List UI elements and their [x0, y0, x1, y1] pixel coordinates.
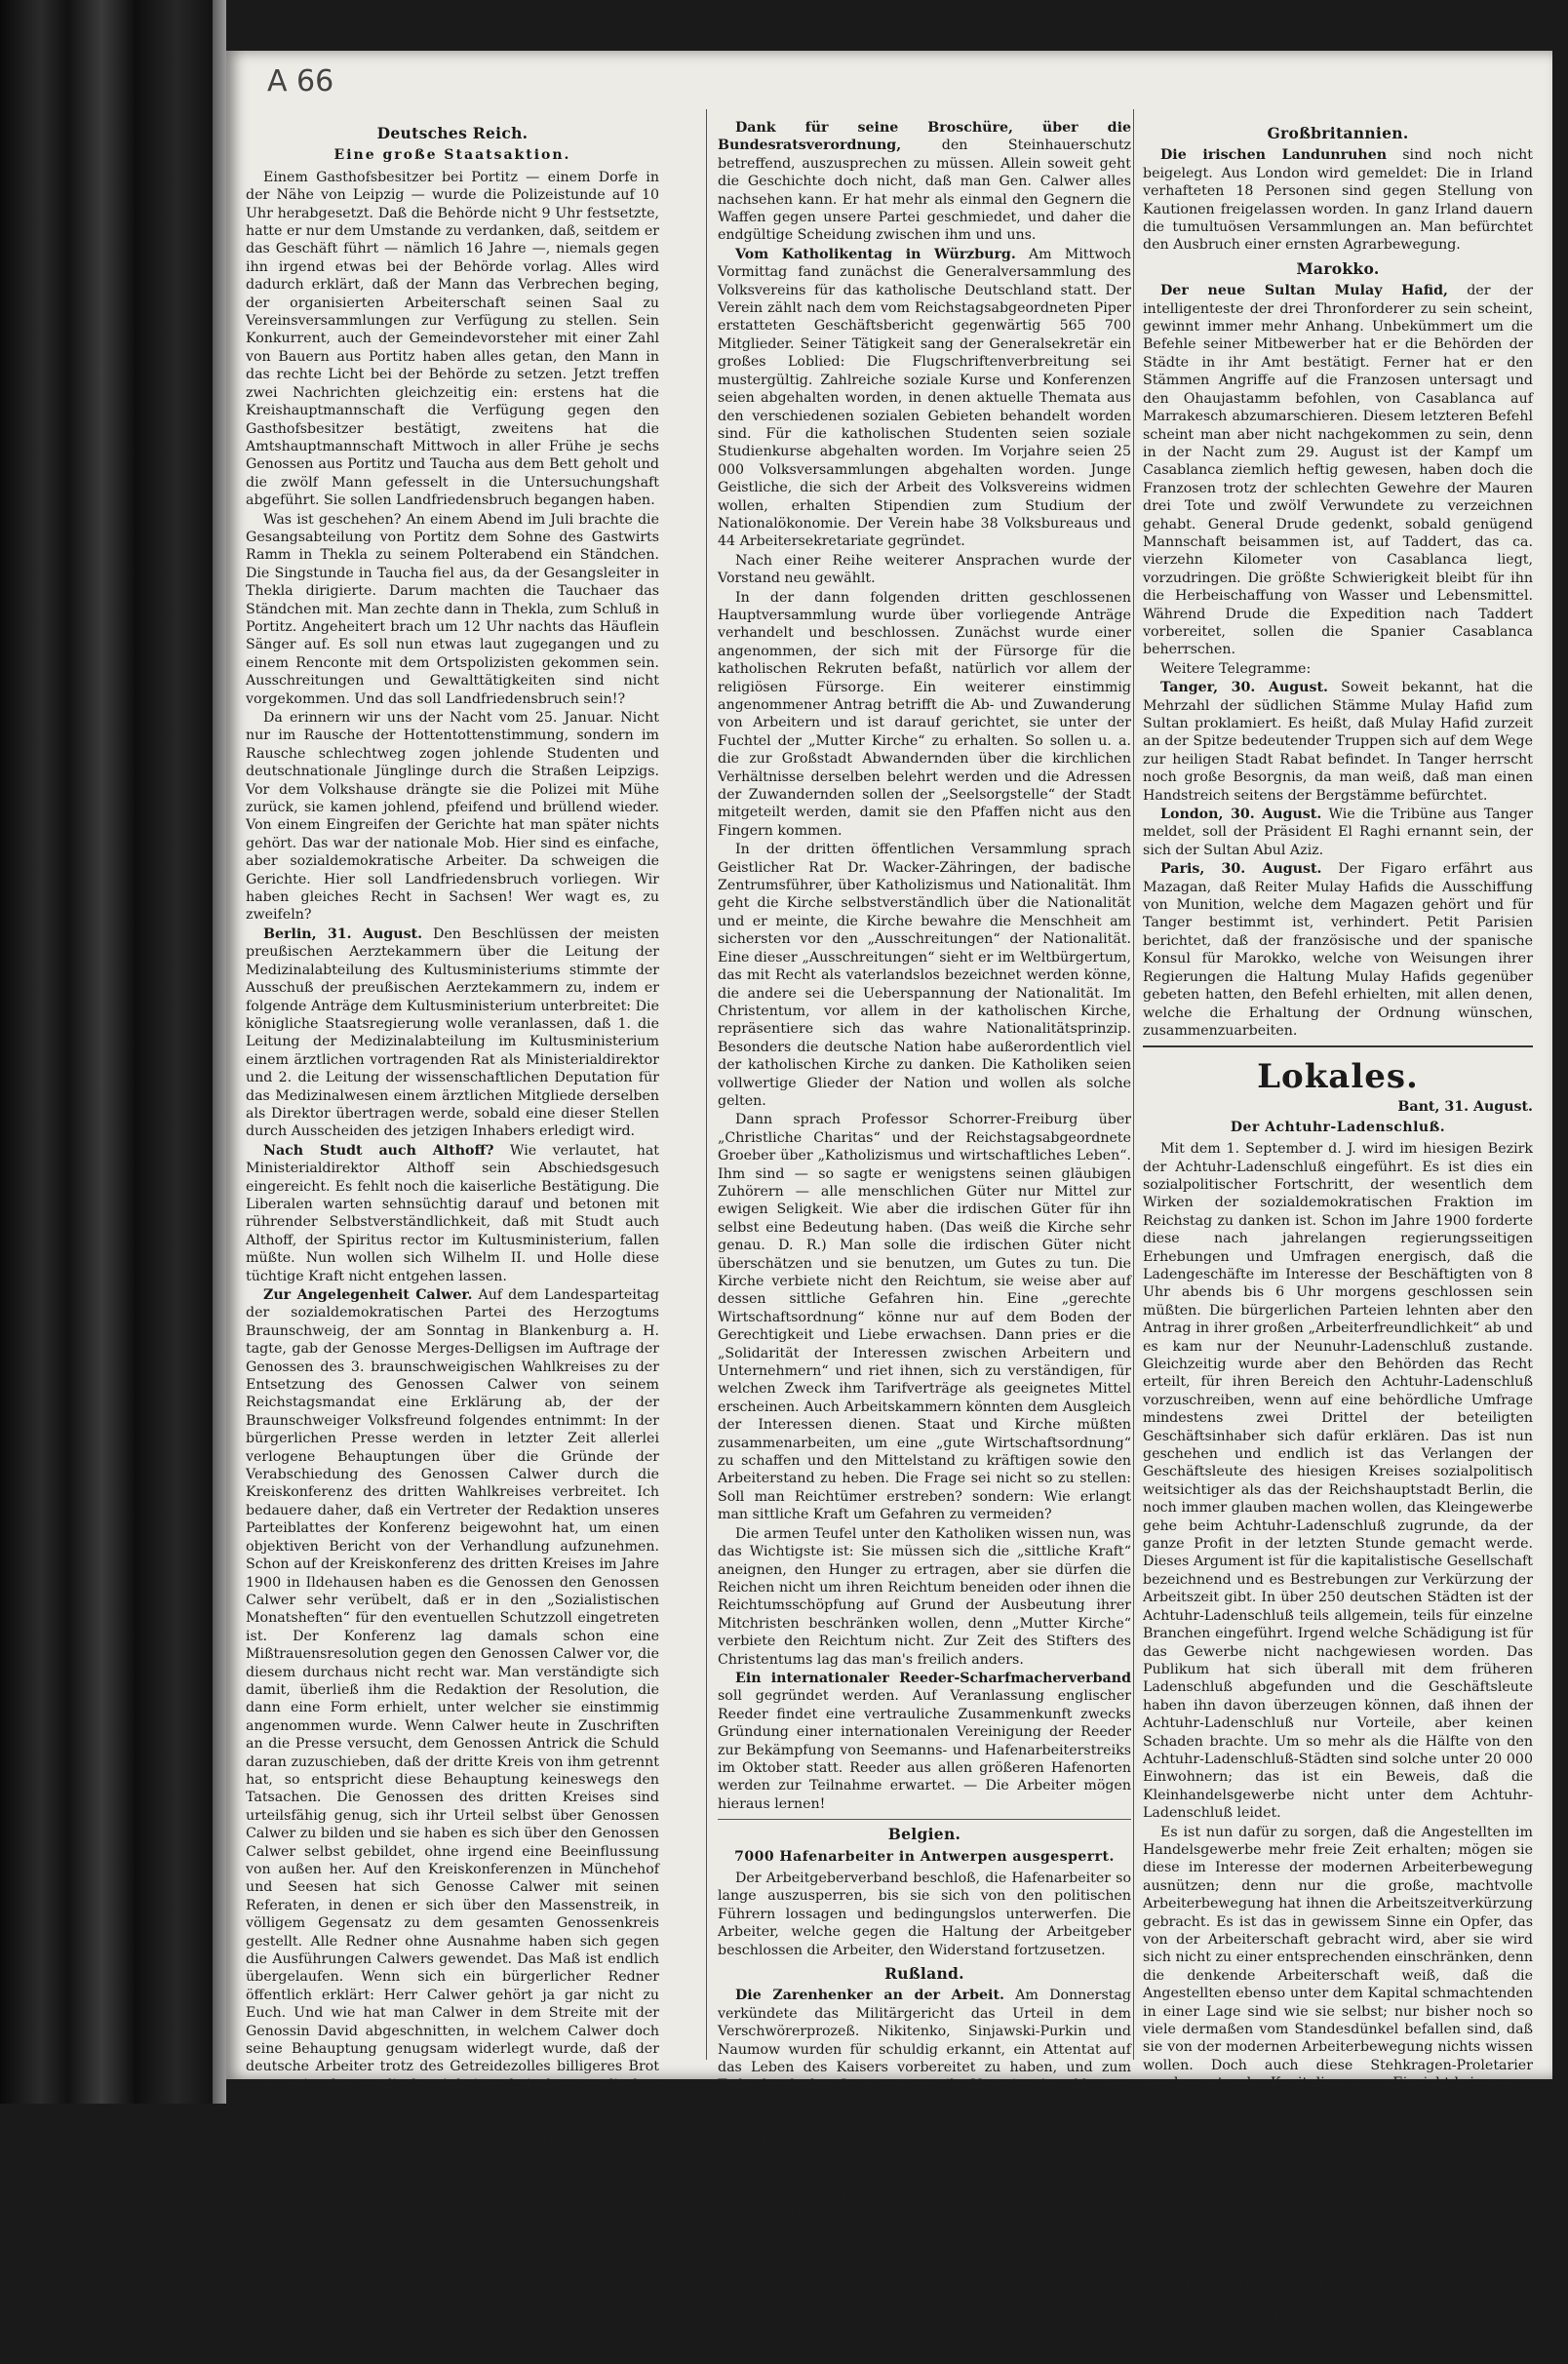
section-heading: Großbritannien.	[1267, 124, 1409, 142]
paragraph	[246, 169, 659, 510]
paragraph-text: den Steinhauerschutz betreffend, auszusprechen zu müssen. Allein soweit geht die Geschichte doch nicht, daß man Gen. Calwer alles nachsehen kann. Er hat mehr als einmal den Gegnern die Waffen gegen unsere Partei geschmiedet, und daher die endgültige Scheidung zwischen ihm und uns.	[718, 138, 1131, 244]
paragraph	[1143, 2094, 1533, 2273]
article-heading: Eine große Staatsaktion.	[333, 147, 571, 164]
paragraph-lead: Simplizissimusabend.	[1160, 2274, 1329, 2291]
paragraph-text: der der intelligenteste der drei Thronforderer zu sein scheint, gewinnt immer mehr Anhang. Unbekümmert um die Befehle seiner Mitbewerber hat er die Behörden der Städte in ihr Amt bestätigt. Ferner hat er den Stämmen Angriffe auf die Franzosen untersagt und den Ohaujastamm befohlen, von Casablanca auf Marrakesch abzumarschieren. Diesem letzteren Befehl scheint man aber nicht nachgekommen zu sein, denn in der Nacht zum 29. August ist der Kampf um Casablanca ziemlich heftig gewesen, haben doch die Franzosen trotz der schlechten Gewehre der Mauren drei Tote und zwölf Verwundete zu verzeichnen gehabt. General Drude gedenkt, sobald genügend Mannschaft beisammen ist, auf Taddert, das ca. vierzehn Kilometer von Casablanca liegt, vorzudringen. Die größte Schwierigkeit bleibt für ihn die Herbeischaffung von Wasser und Lebensmittel. Während Drude die Expedition nach Taddert vorbereitet, sollen die Spanier Casablanca beherrschen.	[1143, 283, 1534, 658]
paragraph-lead: Ein internationaler Reeder-Scharfmacherverband	[735, 1670, 1131, 1686]
paragraph-text: Einem Gasthofsbesitzer bei Portitz — einem Dorfe in der Nähe von Leipzig — wurde die Polizeistunde auf 10 Uhr herabgesetzt. Daß die Behörde nicht 9 Uhr festsetzte, hatte er nur dem Umstande zu verdanken, daß, seitdem er das Geschäft führt — nämlich 16 Jahre —, niemals gegen ihn irgend etwas bei der Behörde vorlag. Alles wird dadurch erklärt, daß der Mann das Verbrechen beging, der organisierten Arbeiterschaft seinen Saal zu Vereinsversammlungen zur Verfügung zu stellen. Sein Konkurrent, auch der Gemeindevorsteher mit einer Zahl von Bauern aus Portitz haben alles getan, den Mann in das rechte Licht bei der Behörde zu setzen. Jetzt treffen zwei Nachrichten gleichzeitig ein: erstens hat die Kreishauptmannschaft die Verfügung gegen den Gasthofsbesitzer bestätigt, zweitens hat die Amtshauptmannschaft Mittwoch in aller Frühe je sechs Genossen aus Portitz und Taucha aus dem Bett geholt und die zwölf Mann gefesselt in die Untersuchungshaft abgeführt. Sie sollen Landfriedensbruch begangen haben.	[246, 169, 659, 509]
paragraph	[1143, 660, 1533, 678]
col3-gb-paragraphs	[1143, 146, 1533, 254]
paragraph-text: Dann sprach Professor Schorrer-Freiburg über „Christliche Charitas“ und der Reichstagsabgeordnete Groeber über „Katholizismus und wirtschaftliches Leben“. Ihm sind — so sagte er wenigstens seinen gläubigen Zuhörern — alle menschlichen Güter nur Mittel zur ewigen Seligkeit. Wie aber die irdischen Güter für ihn selbst eine Bedeutung haben. (Das weiß die Kirche sehr genau. D. R.) Man solle die irdischen Güter nicht überschätzen und sie benutzen, um Gutes zu tun. Die Kirche verbiete nicht den Reichtum, sie weise aber auf dessen sittliche Gefahren hin. Eine „gerechte Wirtschaftsordnung“ könne nur auf dem Boden der Gerechtigkeit und Liebe erwachsen. Dann pries er die „Solidarität der Interessen zwischen Arbeitern und Unternehmern“ und riet ihnen, sich zu verständigen, für welchen Zweck ihm Tarifverträge als geeignetes Mittel erscheinen. Auch Arbeitskammern könnten dem Ausgleich der Interessen dienen. Staat und Kirche müßten zusammenarbeiten, um eine „gute Wirtschaftsordnung“ zu schaffen und den Mittelstand zu kräftigen sowie den Arbeiterstand zu heben. Die Frage sei nicht so zu stellen: Soll man Reichtümer erstreben? sondern: Wie erlangt man sittliche Kraft um Gefahren zu vermeiden?	[718, 1112, 1131, 1523]
paragraph: Der Arbeitgeberverband beschloß, die Hafenarbeiter so lange auszusperren, bis sie sich von den politischen Führern lossagen und bedingungslos unterwerfen. Die Arbeiter, welche gegen die Haltung der Arbeitgeber beschlossen die Arbeiter, den Widerstand fortzusetzen.	[718, 1871, 1131, 1958]
column-1	[246, 119, 660, 2165]
paragraph-lead: Der neue Sultan Mulay Hafid,	[1160, 283, 1448, 299]
paragraph-text: Die armen Teufel unter den Katholiken wissen nun, was das Wichtigste ist: Sie müssen sich die „sittliche Kraft“ aneignen, den Hunger zu ertragen, aber sie dürfen die Reichen nicht um ihren Reichtum beneiden oder ihnen die Reichtumsschöpfung auf Grund der Ausbeutung ihrer Mitchristen beschränken wollen, denn „Mutter Kirche“ verbiete den Reichtum nicht. Zur Zeit des Stifters des Christentums lag das man's freilich anders.	[718, 1525, 1131, 1668]
paragraph	[246, 926, 659, 1141]
paragraph-text: Es ist nun dafür zu sorgen, daß die Angestellten im Handelsgewerbe mehr freie Zeit erhalten; mögen sie diese im Interesse der modernen Arbeiterbewegung ausnützen; denn nur die große, machtvolle Arbeiterbewegung hat ihnen die Arbeitszeitverkürzung gebracht. Es ist das in gewissem Sinne ein Opfer, das von der Arbeiterschaft gebracht wird, aber sie wird sich nicht zu einer entsprechenden einschränken, denn die denkende Arbeiterschaft weiß, daß die Angestellten ebenso unter dem Kapital schmachtenden in einer Lage sind wie sie selbst; nur bisher noch so viele dermaßen vom Standesdünkel befallen sind, daß sie von der modernen Arbeiterbewegung nichts wissen wollen. Doch auch diese Stehkragen-Proletarier werden unter der Kapitalismus zur Einsicht bringen.	[1143, 1824, 1533, 2092]
archive-mark: A 66	[267, 64, 334, 98]
dateline: Bant, 31. August.	[1397, 1099, 1533, 1116]
paragraph-text: Was ist geschehen? An einem Abend im Juli brachte die Gesangsabteilung von Portitz dem Sohne des Gastwirts Ramm in Thekla zu seinem Polterabend ein Ständchen. Die Singstunde in Taucha fiel aus, da der Gesangsleiter in Thekla dirigierte. Darum machten die Tauchaer das Ständchen mit. Man zechte dann in Thekla, zum Schluß in Portitz. Angeheitert brach um 12 Uhr nachts das Häuflein Sänger auf. Es soll nun etwas laut zugegangen und zu einem Renconte mit dem Ortspolizisten gekommen sein. Ausschreitungen und Gewalttätigkeiten sind nicht vorgekommen. Und das soll Landfriedensbruch sein!?	[246, 511, 659, 707]
paragraph-text: Weitere Telegramme:	[1160, 660, 1312, 677]
paragraph-text: Der Figaro erfährt aus Mazagan, daß Reiter Mulay Hafids die Ausschiffung von Munition, welche dem Magazen gehört und für Tanger bestimmt ist, verhindert. Petit Parisien berichtet, daß der französische und der spanische Konsul für Marokko, welche von Weisungen ihrer Regierungen die Haltung Mulay Hafids gegenüber gebeten hatten, den Befehl erhielten, mit allen denen, welche die Erhaltung der Ordnung wünschen, zusammenzuarbeiten.	[1143, 861, 1533, 1039]
paragraph	[718, 589, 1131, 841]
paragraph-lead: Die irischen Landunruhen	[1160, 147, 1388, 164]
paragraph	[246, 511, 659, 708]
column-2	[718, 119, 1131, 2256]
paragraph	[718, 1670, 1131, 1813]
col3-ma-paragraphs	[1143, 282, 1533, 1040]
column-3	[1143, 119, 1534, 2363]
paragraph	[1143, 1140, 1533, 1822]
newspaper-page	[226, 51, 1552, 2363]
paragraph	[1143, 1824, 1533, 2093]
paragraph-lead: Paris, 30. August.	[1160, 861, 1322, 878]
col3-lokales-paragraphs	[1143, 1140, 1533, 2364]
column-rule	[706, 109, 707, 2060]
paragraph-lead: Zur Angelegenheit Calwer.	[263, 1287, 473, 1303]
paragraph-text: Am Mittwoch Vormittag fand zunächst die Generalversammlung des Volksvereins für das katholische Deutschland statt. Der Verein zählt nach dem vom Reichstagsabgeordneten Piper erstatteten Geschäftsbericht gegenwärtig 565 700 Mitglieder. Seiner Tätigkeit sang der Generalsekretär ein großes Loblied: Die Flugschriftenverbreitung sei mustergültig. Zahlreiche soziale Kurse und Konferenzen seien abgehalten worden, in denen aktuelle Themata aus den verschiedenen sozialen Gebieten behandelt worden sind. Für die katholischen Studenten seien soziale Studienkurse abgehalten worden. Im Vorjahre seien 25 000 Volksversammlungen abgehalten worden. Junge Geistliche, die sich der Arbeit des Volksvereins widmen wollen, erhalten Stipendien zum Studium der Nationalökonomie. Der Verein habe 38 Volksbureaus und 44 Arbeitersekretariate gegründet.	[718, 246, 1131, 550]
paragraph-text: soll gegründet werden. Auf Veranlassung englischer Reeder findet eine vertrauliche Zusammenkunft zwecks Gründung einer internationalen Vereinigung der Reeder zur Bekämpfung von Seemanns- und Hafenarbeiterstreiks im Oktober statt. Reeder aus allen größeren Hafenorten werden zur Teilnahme erwartet. — Die Arbeiter mögen hieraus lernen!	[718, 1688, 1131, 1812]
article-heading: Der Achtuhr-Ladenschluß.	[1230, 1119, 1446, 1135]
paragraph	[718, 841, 1131, 1110]
paragraph-text: In der dritten öffentlichen Versammlung sprach Geistlicher Rat Dr. Wacker-Zähringen, der badische Zentrumsführer, über Katholizismus und Nationalität. Ihm geht die Kirche selbstverständlich über die Nationalität und er meinte, die Kirche bewahre die Menschheit am sichersten vor den „Ausschreitungen“ der Nationalität. Eine dieser „Ausschreitungen“ sieht er im Weltbürgertum, das mit Recht als vaterlandslos bezeichnet werden könne, die andere sei die Ueberspannung der Nationalität. Im Christentum, vor allem in der katholischen Kirche, repräsentiere sich das wahre Nationalitätsprinzip. Besonders die deutsche Nation habe außerordentlich viel der katholischen Kirche zu danken. Die Katholiken seien vollwertige Glieder der Nation und wollen als solche gelten.	[718, 842, 1131, 1109]
paragraph-lead: Tanger, 30. August.	[1160, 680, 1328, 696]
paragraph	[1143, 679, 1533, 805]
paragraph-text: sind noch nicht beigelegt. Aus London wird gemeldet: Die in Irland verhafteten 18 Personen sind gegen Stellung von Kautionen freigelassen worden. In ganz Irland dauern die tumultuösen Versammlungen an. Man befürchtet den Ausbruch einer ernsten Agrarbewegung.	[1143, 147, 1533, 254]
paragraph-text: Da erinnern wir uns der Nacht vom 25. Januar. Nicht nur im Rausche der Hottentottenstimmung, sondern im Rausche schlechtweg zogen johlende Studenten und deutschnationale Jünglinge durch die Straßen Leipzigs. Vor dem Volkshause drängte sie die Polizei mit Mühe zurück, sie kamen johlend, pfeifend und brüllend wieder. Von einem Eingreifen der Gerichte hat man später nichts gehört. Das war der nationale Mob. Hier sind es einfache, aber sozialdemokratische Arbeiter. Da schweigen die Gerichte. Hier soll Landfriedensbruch vorliegen. Wir haben gleiches Recht in Sachsen! Wer wagt es, zu zweifeln?	[246, 710, 659, 924]
paragraph-text: Wie verlautet, hat Ministerialdirektor Althoff sein Abschiedsgesuch eingereicht. Es fehlt noch die kaiserliche Bestätigung. Die Liberalen warten sehnsüchtig darauf und betonen mit rührender Selbstverständlichkeit, daß mit Studt auch Althoff, der Spiritus rector im Kultusministerium, fallen müßte. Nun wollen sich Wilhelm II. und Holle diese tüchtige Kraft nicht entgehen lassen.	[246, 1142, 659, 1284]
paragraph	[1143, 146, 1533, 254]
paragraph	[718, 1111, 1131, 1523]
column-rule	[1133, 109, 1134, 2060]
paragraph-lead: Nach Studt auch Althoff?	[263, 1142, 494, 1159]
paragraph	[1143, 2274, 1533, 2364]
section-heading: Deutsches Reich.	[376, 124, 529, 142]
col2-paragraphs	[718, 119, 1131, 1813]
paragraph	[718, 552, 1131, 588]
paragraph	[1143, 860, 1533, 1040]
paragraph-text: Nach einer Reihe weiterer Ansprachen wurde der Vorstand neu gewählt.	[718, 552, 1131, 587]
paragraph-text: Mit dem 1. September d. J. wird im hiesigen Bezirk der Achtuhr-Ladenschluß eingeführt. Es ist dies ein sozialpolitischer Fortschritt, der wesentlich dem Wirken der sozialdemokratischen Fraktion im Reichstag zu danken ist. Schon im Jahre 1900 forderte diese nach jahrelangen regierungsseitigen Erhebungen und Umfragen energisch, daß die Ladengeschäfte im Interesse der Beschäftigten von 8 Uhr abends bis 6 Uhr morgens geschlossen sein müßten. Die bürgerlichen Parteien lehnten aber den Antrag in ihrer großen „Arbeiterfreundlichkeit“ ab und es kam nur der Neunuhr-Ladenschluß zustande. Gleichzeitig wurde aber den Behörden das Recht erteilt, für ihren Bereich den Achtuhr-Ladenschluß vorzuschreiben, wenn auf eine behördliche Umfrage mindestens zwei Drittel der beteiligten Geschäftsinhaber sich dafür erklären. Das ist nun geschehen und endlich ist das Verlangen der Geschäftsleute des hiesigen Kreises sozialpolitisch weitsichtiger als das der Reichshauptstadt Berlin, die noch immer glauben machen wollen, das Kleingewerbe gehe beim Achtuhr-Ladenschluß zugrunde, da der ganze Profit in der letzten Stunde gemacht werde. Dieses Argument ist für die kapitalistische Gesellschaft bezeichnend und es Bestrebungen zur Verkürzung der Arbeitszeit gibt. In über 250 deutschen Städten ist der Achtuhr-Ladenschluß teils allgemein, teils für einzelne Branchen eingeführt. Irgend welche Schädigung ist für das Gewerbe nicht nachgewiesen worden. Das Publikum hat sich überall mit dem früheren Ladenschluß abgefunden und die Geschäftsleute haben ihn davon überzeugen können, daß ihnen der Achtuhr-Ladenschluß nur Vorteile, aber keinen Schaden brachte. Um so mehr als die Hälfte von den Achtuhr-Ladenschluß-Städten sind solche unter 20 000 Einwohnern; das ist ein Beweis, daß die Kleinhandelsgewerbe nicht unter dem Achtuhr-Ladenschluß leidet.	[1143, 1141, 1533, 1822]
divider	[718, 1819, 1131, 1820]
divider	[1143, 1045, 1533, 1047]
paragraph	[246, 1142, 659, 1285]
book-binding	[0, 0, 226, 2104]
article-heading: 7000 Hafenarbeiter in Antwerpen ausgesperrt.	[734, 1848, 1115, 1865]
paragraph-lead: Vom Katholikentag in Würzburg.	[735, 246, 1016, 262]
paragraph	[718, 1525, 1131, 1669]
paragraph-text: Den Beschlüssen der meisten preußischen Aerztekammern über die Leitung der Medizinalabteilung des Kultusministeriums stimmte der Ausschuß der preußischen Aerztekammern zu, indem er folgende Anträge dem Kultusministerium unterbreitet: Die königliche Staatsregierung wolle veranlassen, daß 1. die Leitung der Medizinalabteilung im Kultusministerium einem ärztlichen vortragenden Rat als Ministerialdirektor und 2. die Leitung der wissenschaftlichen Deputation für das Medizinalwesen einem ärztlichen Mitgliede derselben als Direktor übertragen werde, sobald eine dieser Stellen durch Ausscheiden des jetzigen Inhabers erledigt wird.	[246, 926, 659, 1140]
paragraph	[246, 709, 659, 925]
paragraph	[246, 1286, 659, 2166]
paragraph	[1143, 806, 1533, 859]
paragraph-text: Am Donnerstag verkündete das Militärgericht das Urteil in dem Verschwörerprozeß. Nikitenko, Sinjawski-Purkin und Naumow wurden für schuldig erkannt, ein Attentat auf das Leben des Kaisers vorbereitet zu haben, und zum Tode durch den Strang verurteilt. Von vier Angeklagten, die der Bildung einer Organisation zwecks Sturzes der bestehenden Regierungsform für schuldig erkannt worden, sind drei zu 8 Jahren und einer zu 4 Jahren Zwangsarbeit verurteilt worden. Fünf weitere wurden angesichts der Nichtanzeige der Verschwörung zur Ausweisung verurteilt unter gleichzeitigem Verlust aller Standesvorrechte. Sechs Angeklagte wurden freigesprochen, darunter Rechtsanwalt Feodossjew dessen Frau. — Ein echtes Blutureil!	[718, 1988, 1131, 2256]
section-heading: Marokko.	[1296, 258, 1380, 278]
section-heading: Belgien.	[887, 1825, 961, 1844]
paragraph	[718, 246, 1131, 551]
col1-paragraphs	[246, 169, 659, 2166]
paragraph-text: In der dann folgenden dritten geschlossenen Hauptversammlung wurde über vorliegende Anträge verhandelt und beschlossen. Zunächst wurde einer angenommen, der sich mit der Fürsorge für die katholischen Rekruten befaßt, natürlich vor allem der religiösen Fürsorge. Ein weiterer einstimmig angenommener Antrag betrifft die Ab- und Zuwanderung von Arbeitern und ist darauf gerichtet, sie unter der Fuchtel der „Mutter Kirche“ zu erhalten. So sollen u. a. die zur Großstadt Abwandernden über die kirchlichen Verhältnisse derselben belehrt werden und die Adressen der Zuwandernden sollen der „Seelsorgstelle“ der Stadt mitgeteilt werden, damit sie den Pfaffen nicht aus den Fingern kommen.	[718, 589, 1131, 839]
paragraph-text: Die Geschäftsleute Wilhelmshaven-Rüstringens werden nun sicher nicht von solchem Kleinkrämergeist befallen sein, daß sie den Behörden Anlaß geben, die Bestimmungen durch Zwang und Strafanzeigen zur Geltung zu bringen. Sie mögen bedenken, daß sie durch die frühere Schließung der Geschäfte an Licht und sonstigen Geschäftsunkosten sparen. Wenn alle Geschäftsleute strikte auf pünktlichen Ladenschluß halten, so gewöhnt sich das Publikum bald an die Neuerung gewöhnen.	[1143, 2094, 1533, 2272]
paragraph	[1143, 282, 1533, 659]
paragraph-text: Die erste Veranstaltung des Bildungsausschusses wird am Mittwoch abend in Sadewassers Tivoli stattfinden. Das uns vorliegende Programm für diesen Abend ist sehr reichhaltiges und verspricht	[1143, 2274, 1533, 2363]
paragraph-lead: Berlin, 31. August.	[263, 926, 423, 942]
paragraph-text: Soweit bekannt, hat die Mehrzahl der südlichen Stämme Mulay Hafid zum Sultan proklamiert. Es heißt, daß Mulay Hafid zurzeit an der Spitze bedeutender Truppen sich auf dem Wege zur heiligen Stadt Rabat befindet. In Tanger herrscht noch große Besorgnis, da man weiß, daß man einen Handstreich seitens der Bergstämme befürchtet.	[1143, 680, 1533, 804]
paragraph-lead: London, 30. August.	[1160, 807, 1322, 823]
section-heading: Rußland.	[884, 1964, 964, 1984]
paragraph-lead: Dank für seine Broschüre, über die Bundesratsverordnung,	[718, 120, 1131, 154]
paragraph	[718, 119, 1131, 245]
paragraph-text: Auf dem Landesparteitag der sozialdemokratischen Partei des Herzogtums Braunschweig, der am Sonntag in Blankenburg a. H. tagte, gab der Genosse Merges-Delligsen im Auftrage der Genossen des 3. braunschweigischen Wahlkreises zu der Entsetzung des Genossen Calwer von seinem Reichstagsmandat eine Erklärung ab, der der Braunschweiger Volksfreund folgendes entnimmt: In der bürgerlichen Presse werden in letzter Zeit allerlei verlogene Behauptungen über die Gründe der Verabschiedung des Genossen Calwer durch die Kreiskonferenz des dritten Wahlkreises verbreitet. Ich bedauere daher, daß ein Vertreter der Redaktion unseres Parteiblattes der Konferenz beigewohnt hat, um einen objektiven Bericht von der Verhandlung aufzunehmen. Schon auf der Kreiskonferenz des dritten Kreises im Jahre 1900 in Ildehausen haben es die Genossen den Genossen Calwer sehr verübelt, daß er in den „Sozialistischen Monatsheften“ für den eventuellen Schutzzoll eingetreten ist. Der Konferenz lag damals schon eine Mißtrauensresolution gegen den Genossen Calwer vor, die diesem durchaus nicht recht war. Man verständigte sich damit, überließ ihm die Redaktion der Resolution, die dann eine Form erhielt, unter welcher sie einstimmig angenommen wurde. Wenn Calwer heute in Zuschriften an die Presse versucht, dem Genossen Antrick die Schuld daran zuzuschieben, daß der dritte Kreis von ihm getrennt hat, so entspricht diese Behauptung keineswegs den Tatsachen. Die Genossen des dritten Kreises sind urteilsfähig genug, sich ihr Urteil selbst über Genossen Calwer zu bilden und sie haben es sich über den Genossen Calwer selbst gebildet, ohne irgend eine Beeinflussung von außen her. Auf den Kreiskonferenzen in Münchehof und Seesen hat sich Genosse Calwer mit seinen Referaten, in denen er sich über den Massenstreik, in völligem Gegensatz zu dem gesamten Genossenkreis gestellt. Alle Redner ohne Ausnahme haben sich gegen die Ausführungen Calwers gewendet. Das Maß ist endlich übergelaufen. Wenn sich ein bürgerlicher Redner öffentlich erklärt: Herr Calwer gehört ja gar nicht zu Euch. Und wie hat man Calwer in dem Streite mit der Genossin David abgeschnitten, in welchem Calwer doch seine Behauptung genugsam widerlegt wurde, daß der deutsche Arbeiter trotz des Getreidezolles billigeres Brot esse, wie der englische Arbeiter bei dem englischen Freihandelsprinzip. Genosse Calwer hatte sich gerade Achtung bei Kreise erworben. Noch auf der letzten Konferenz erklärte ein Stadtoldendorfer Delegierter dem Genossen Calwer seinen	[246, 1287, 660, 2165]
paragraph-lead: Die Zarenhenker an der Arbeit.	[735, 1988, 1004, 2004]
paragraph	[718, 1987, 1131, 2256]
paragraph-text: Wie die Tribüne aus Tanger meldet, soll der Präsident El Raghi ernannt sein, der sich der Sultan Abul Aziz.	[1143, 807, 1533, 858]
lokales-heading: Lokales.	[1257, 1057, 1419, 1097]
